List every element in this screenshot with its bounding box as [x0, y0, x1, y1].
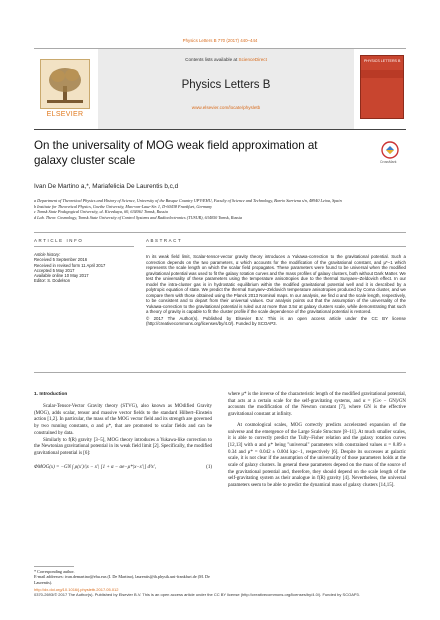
crossmark-badge[interactable]: [380, 141, 410, 165]
paragraph: Scalar-Tensor-Vector Gravity theory (STVG), also known as MOdified Gravity (MOG), adds scalar, tensor and massive vector fields to the standard Hilbert–Einstein action [1,2]. In particular, the mass of the MOG vector field and its strength are governed by two running constants, α and μ*, that are promoted to scalar fields and can be constrained by data.: [34, 404, 212, 436]
journal-homepage: [98, 105, 354, 110]
footnotes: [34, 569, 212, 585]
cover-title: PHYSICS LETTERS B: [364, 59, 401, 63]
abstract-text: In its weak field limit, Scalar-tensor-vector gravity theory introduces a Yukawa-correction to the gravitational potential. Such a correction depends on the two parameters, α which accounts for the modification of the gravitational constant, and μ*−1 which represents the scale length on which the scalar field propagates. These parameters were found to be universal when the modified gravitational potential was used to fit the galaxy rotation curves and the mass profiles of galaxy clusters, both without Dark Matter. We test the universality of these parameters using the temperature anisotropies due to the thermal Sunyaev–Zeldovich effect. In our model the intra-cluster gas is in hydrostatic equilibrium within the modified gravitational potential well and it is described by a polytropic equation of state. We predict the thermal Sunyaev–Zeldovich temperature anisotropies produced by Coma cluster, and we compare them with those obtained using the Planck 2013 Nominal maps. In our analysis, we find α and the scale length, respectively, to be consistent and to depart from their universal values. Our analysis points out that the assumption of the universality of the Yukawa-correction to the gravitational potential is ruled out at more than 3.5σ at galaxy clusters scale, while demonstrating that such a theory of gravity is capable to fit the cluster profile if the scale dependence of the gravitational potential is restored.: [146, 254, 406, 315]
abstract-license: © 2017 The Author(s). Published by Elsevier B.V. This is an open access article under the CC BY license (http://creativecommons.org/licenses/by/4.0/). Funded by SCOAP3.: [146, 315, 406, 327]
journal-header: [34, 48, 406, 130]
elsevier-logo: [36, 57, 92, 121]
article-history: [34, 252, 138, 284]
license-line: 0370-2693/© 2017 The Author(s). Published by Elsevier B.V. This is an open access article under the CC BY license (http://creativecommons.org/licenses/by/4.0/). Funded by SCOAP3.: [34, 592, 360, 598]
header-center: [98, 49, 354, 129]
divider: [34, 372, 406, 373]
doi-link[interactable]: http://dx.doi.org/10.1016/j.physletb.2017.05.012: [34, 587, 119, 592]
footnote-corresponding: * Corresponding author.: [34, 569, 75, 574]
homepage-link[interactable]: www.elsevier.com/locate/physletb: [191, 105, 261, 110]
article-title: On the universality of MOG weak field approximation at galaxy cluster scale: [34, 139, 318, 167]
divider: [146, 246, 406, 247]
elsevier-tree-icon: [40, 59, 90, 109]
author-list: Ivan De Martino a,*, Mariafelicia De Laurentis b,c,d: [34, 183, 179, 190]
history-entry: Received 5 September 2016: [34, 257, 88, 263]
history-entry: Available online 10 May 2017: [34, 273, 89, 279]
affiliation: b Institute for Theoretical Physics, Goethe University, Max-von-Laue-Str. 1, D-60438 Frankfurt, Germany: [34, 203, 213, 209]
paragraph: At cosmological scales, MOG correctly predicts accelerated expansion of the universe and the emergence of the Large Scale Structure [8–11]. At much smaller scales, it is able to correctly predict the Tully–Fisher relation and the galaxy rotation curves [12,13] with α and μ* being "universal" parameters with constrained values α = 8.89 ± 0.34 and μ* = 0.042 ± 0.004 kpc−1, respectively [6]. Despite its successes at galactic scale, it is not clear if the assumption of the universality of those parameters holds at the scale of galaxy clusters. In general these parameters depend on the mass of the source of the gravitational potential and, therefore, they should depend on the scale length of the self-gravitating system as their analogue in f(R) gravity [4]. Nevertheless, the universal parameters seem to be able to predict the dynamical mass of galaxy clusters [14,15].: [228, 422, 406, 489]
abstract-heading: ABSTRACT: [146, 238, 183, 243]
journal-cover: [360, 55, 404, 119]
contents-line: [98, 57, 354, 62]
history-label: Article history:: [34, 252, 61, 257]
affiliation: a Department of Theoretical Physics and History of Science, University of the Basque Country UPV/EHU, Faculty of Science and Technology, Barrio Sarriena s/n, 48940 Leioa, Spain: [34, 198, 342, 203]
section-heading: 1. Introduction: [34, 392, 68, 397]
journal-title: Physics Letters B: [181, 79, 271, 91]
equation-body: ΦMOG(x) = −GN ∫ ρ(x′)/|x − x′| [1 + α − αe−μ*|x−x′|] d³x′,: [34, 464, 157, 470]
right-column: [228, 392, 406, 490]
affiliations: [34, 198, 406, 220]
footnote-rule: [34, 566, 74, 567]
cover-band: [361, 70, 403, 78]
crossmark-label: CrossMark: [380, 160, 397, 164]
running-head: Physics Letters B 770 (2017) 440–444: [182, 38, 258, 43]
elsevier-wordmark: ELSEVIER: [46, 111, 84, 118]
history-entry: Editor: S. Dodelson: [34, 278, 71, 284]
left-column: [34, 404, 212, 471]
history-entry: Received in revised form 11 April 2017: [34, 262, 106, 268]
contents-text: Contents lists available at: [185, 57, 238, 62]
paragraph: where μ* is the inverse of the characteristic length of the modified gravitational potential, that acts at a certain scale for the self-gravitating systems, and α = (G∞ − GN)/GN accounts the modification of the Newton constant [7], where GN is the effective gravitational constant at infinity.: [228, 392, 406, 418]
divider: [34, 246, 134, 247]
affiliation: d Lab. Theor. Cosmology, Tomsk State University of Control Systems and Radioelectronics (TUSUR), 634050 Tomsk, Russia: [34, 214, 243, 220]
equation-number: (1): [206, 464, 212, 470]
abstract-body: [146, 254, 406, 327]
affiliation: c Tomsk State Pedagogical University, ul. Kievskaya, 60, 634061 Tomsk, Russia: [34, 209, 168, 215]
sciencedirect-link[interactable]: ScienceDirect: [238, 57, 267, 62]
bottom-info: [34, 587, 406, 597]
footnote-emails: E-mail addresses: ivan.demartino@ehu.eus (I. De Martino), laurentis@th.physik.uni-frankfurt.de (M. De Laurentis).: [34, 574, 210, 585]
paragraph: Similarly to f(R) gravity [3–5], MOG theory introduces a Yukawa-like correction to the Newtonian gravitational potential in its weak field limit [2]. Specifically, the modified gravitational potential is [6]:: [34, 437, 212, 456]
history-entry: Accepted 5 May 2017: [34, 267, 75, 273]
equation-1: [34, 465, 212, 472]
divider: [34, 232, 406, 233]
article-info-heading: ARTICLE INFO: [34, 238, 84, 243]
